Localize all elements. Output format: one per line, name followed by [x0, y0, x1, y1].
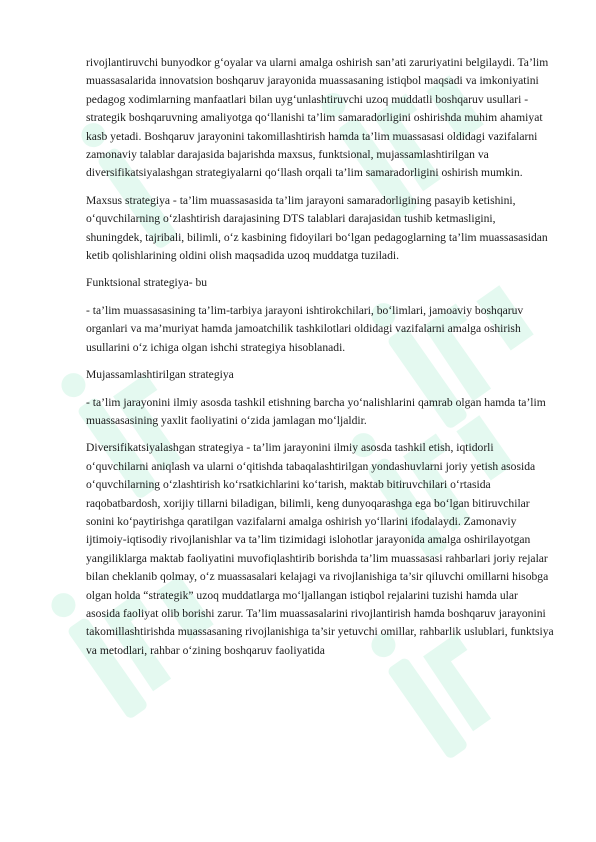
- paragraph-special-strategy: Maxsus strategiya - ta’lim muassasasida ta’lim jarayoni samaradorligining pasayib ketishini, o‘quvchilarning o‘zlashtirish darajasining DTS talablari darajasidan tushib ketmasligini, shuningdek, tajribali, bilimli, o‘z kasbining fidoyilari bo‘lgan pedagoglarning ta’lim muassasasidan ketib qolishlarining oldini olish maqsadida uzoq muddatga tuziladi.: [86, 193, 548, 263]
- heading-integrated-strategy: Mujassamlashtirilgan strategiya: [86, 368, 234, 382]
- paragraph-diversified-strategy: Diversifikatsiyalashgan strategiya - ta’lim jarayonini ilmiy asosda tashkil etish, iqtidorli o‘quvchilarni aniqlash va ularni o‘qitishda tabaqalashtirilgan yondashuvlarni joriy yetish asosida o‘quvchilarning o‘zlashtirish ko‘rsatkichlarini ko‘tarish, maktab bitiruvchilari o‘rtasida raqobatbardosh, xorijiy tillarni biladigan, bilimli, keng dunyoqarashga ega bo‘lgan bitiruvchilar sonini ko‘paytirishga qaratilgan vazifalarni amalga oshirish yo‘llarini ifodalaydi. Zamonaviy ijtimoiy-iqtisodiy rivojlanishlar va ta’lim tizimidagi islohotlar jarayonida amalga oshirilayotgan yangiliklarga maktab faoliyatini muvofiqlashtirib borishda ta’lim muassasasi rahbarlari joriy rejalar bilan cheklanib qolmay, o‘z muassasalari kelajagi va rivojlanishiga ta’sir qiluvchi omillarni hisobga olgan holda “strategik” uzoq muddatlarga mo‘ljallangan istiqbol rejalarini tuzishi hamda ular asosida faoliyat olib borishi zarur. Ta’lim muassasalarini rivojlantirish hamda boshqaruv jarayonini takomillashtirishda muassasaning rivojlanishiga ta’sir yetuvchi omillar, rahbarlik uslublari, funktsiya va metodlari, rahbar o‘zining boshqaruv faoliyatida: [86, 441, 554, 657]
- paragraph-intro: rivojlantiruvchi bunyodkor g‘oyalar va ularni amalga oshirish san’ati zaruriyatini belgilaydi. Ta’lim muassasalarida innovatsion boshqaruv jarayonida muassasaning istiqbol maqsadi va imkoniyatini pedagog xodimlarning manfaatlari bilan uyg‘unlashtiruvchi uzoq muddatli boshqaruv usullari - strategik boshqaruvning amaliyotga qo‘llanishi ta’lim samaradorligini oshirishda muhim ahamiyat kasb yetadi. Boshqaruv jarayonini takomillashtirish hamda ta’lim muassasasi oldidagi vazifalarni zamonaviy talablar darajasida bajarishda maxsus, funktsional, mujassamlashtirilgan va diversifikatsiyalashgan strategiyalarni qo‘llash orqali ta’lim samaradorligini oshirish mumkin.: [86, 56, 549, 180]
- heading-functional-strategy: Funktsional strategiya- bu: [86, 276, 208, 290]
- document-body: [86, 54, 554, 669]
- paragraph-functional-strategy: - ta’lim muassasasining ta’lim-tarbiya jarayoni ishtirokchilari, bo‘limlari, jamoaviy boshqaruv organlari va ma’muriyat hamda jamoatchilik tashkilotlari oldidagi vazifalarni amalga oshirish usullarini o‘z ichiga olgan ishchi strategiya hisoblanadi.: [86, 303, 524, 354]
- paragraph-integrated-strategy: - ta’lim jarayonini ilmiy asosda tashkil etishning barcha yo‘nalishlarini qamrab olgan hamda ta’lim muassasasining yaxlit faoliyatini o‘zida jamlagan mo‘ljaldir.: [86, 395, 546, 427]
